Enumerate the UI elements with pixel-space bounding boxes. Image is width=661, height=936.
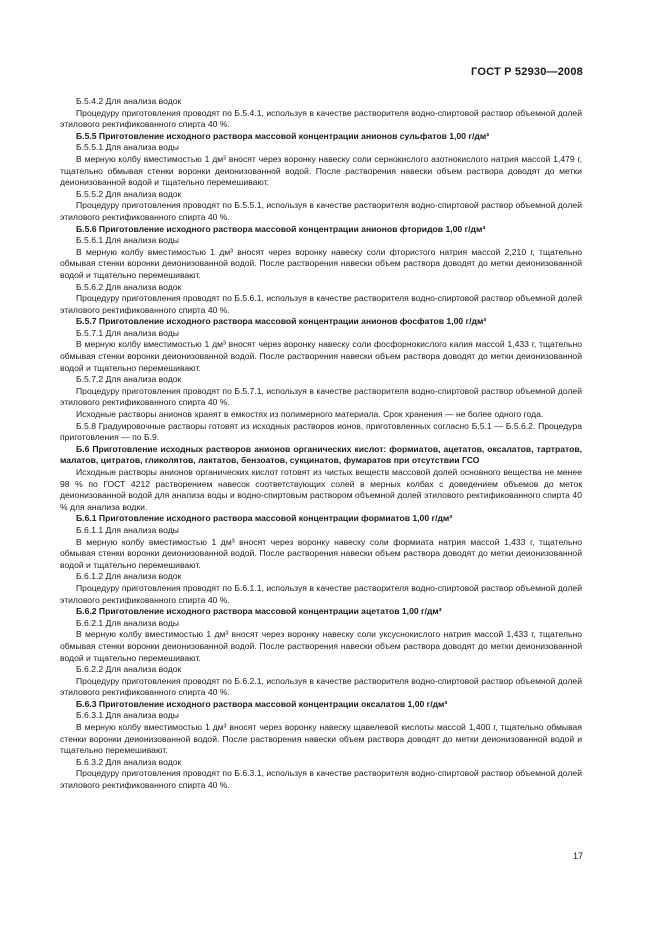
paragraph: Процедуру приготовления проводят по Б.6.1.1, используя в качестве растворителя водно-спиртовой раствор объемной долей этилового ректификованного спирта 40 %. <box>60 582 582 605</box>
paragraph: Б.5.8 Градуировочные растворы готовят из исходных растворов ионов, приготовленных согласно Б.5.1 — Б.5.6.2. Процедура приготовления — по Б.9. <box>60 420 582 443</box>
clause-heading: Б.6.1 Приготовление исходного раствора массовой концентрации формиатов 1,00 г/дм³ <box>76 513 453 524</box>
paragraph: Исходные растворы анионов органических кислот готовят из чистых веществ массовой долей основного вещества не менее 98 % по ГОСТ 4212 растворением навесок соответствующих солей в мерных колбах с доведением объемов до меток деионизованной водой для анализа воды и водно-спиртовым раствором объемной долей этилового ректификованного спирта 40 % для анализа водки. <box>60 467 582 512</box>
paragraph: Процедуру приготовления проводят по Б.5.6.1, используя в качестве растворителя водно-спиртовой раствор объемной долей этилового ректификованного спирта 40 %. <box>60 293 582 315</box>
clause-heading: Б.5.5 Приготовление исходного раствора массовой концентрации анионов сульфатов 1,00 г/дм³ <box>76 130 490 141</box>
paragraph: В мерную колбу вместимостью 1 дм³ вносят через воронку навеску соли сернокислого азотнокислого натрия массой 1,479 г, тщательно обмывая стенки воронки деионизованной водой. После растворения навески объем раствора доводят до метки деионизованной водой и тщательно перемешивают. <box>60 153 582 188</box>
subclause: Б.6.1.1 Для анализа воды <box>76 524 179 535</box>
subclause: Б.5.5.2 Для анализа водок <box>76 188 182 199</box>
paragraph: Исходные растворы анионов хранят в емкостях из полимерного материала. Срок хранения — не более одного года. <box>76 409 544 420</box>
paragraph: Процедуру приготовления проводят по Б.6.3.1, используя в качестве растворителя водно-спиртовой раствор объемной долей этилового ректификованного спирта 40 %. <box>60 768 582 791</box>
subclause: Б.5.6.1 Для анализа воды <box>76 235 179 246</box>
document-code: ГОСТ Р 52930—2008 <box>471 66 583 78</box>
subclause: Б.6.3.1 Для анализа воды <box>76 710 179 721</box>
paragraph: Процедуру приготовления проводят по Б.5.4.1, используя в качестве растворителя водно-спиртовой раствор объемной долей этилового ректификованного спирта 40 %. <box>60 107 582 130</box>
paragraph: Процедуру приготовления проводят по Б.6.2.1, используя в качестве растворителя водно-спиртовой раствор объемной долей этилового ректификованного спирта 40 %. <box>60 675 582 698</box>
paragraph: Процедуру приготовления проводят по Б.5.5.1, используя в качестве растворителя водно-спиртовой раствор объемной долей этилового ректификованного спирта 40 %. <box>60 200 582 222</box>
subclause: Б.6.1.2 Для анализа водок <box>76 571 182 582</box>
page-number: 17 <box>572 851 583 861</box>
subclause: Б.6.2.2 Для анализа водок <box>76 664 182 675</box>
subclause: Б.5.7.2 Для анализа водок <box>76 374 182 385</box>
paragraph: В мерную колбу вместимостью 1 дм³ вносят через воронку навеску соли формиата натрия массой 1,433 г, тщательно обмывая стенки воронки деионизованной водой. После растворения навески объем раствора доводят до метки деионизованной водой и тщательно перемешивают. <box>60 536 582 570</box>
document-body <box>60 96 582 792</box>
subclause: Б.5.5.1 Для анализа воды <box>76 142 179 153</box>
clause-heading: Б.5.6 Приготовление исходного раствора массовой концентрации анионов фторидов 1,00 г/дм³ <box>76 223 486 234</box>
subclause: Б.5.6.2 Для анализа водок <box>76 281 182 292</box>
subclause: Б.5.7.1 Для анализа воды <box>76 327 179 338</box>
clause-heading: Б.6.3 Приготовление исходного раствора массовой концентрации оксалатов 1,00 г/дм³ <box>76 698 448 709</box>
subclause: Б.6.2.1 Для анализа воды <box>76 617 179 628</box>
paragraph: В мерную колбу вместимостью 1 дм³ вносят через воронку навеску соли фтористого натрия массой 2,210 г, тщательно обмывая стенки воронки деионизованной водой. После растворения навески объем раствора доводят до метки деионизованной водой и тщательно перемешивают. <box>60 246 582 280</box>
clause-heading: Б.6 Приготовление исходных растворов анионов органических кислот: формиатов, ацетатов, оксалатов, тартратов, малатов, цитратов, гликолятов, лактатов, бензоатов, сукцинатов, фумаратов при отсутствии ГСО <box>60 443 582 466</box>
clause-heading: Б.6.2 Приготовление исходного раствора массовой концентрации ацетатов 1,00 г/дм³ <box>76 606 442 617</box>
paragraph: Процедуру приготовления проводят по Б.5.7.1, используя в качестве растворителя водно-спиртовой раствор объемной долей этилового ректификованного спирта 40 %. <box>60 385 582 408</box>
subclause: Б.5.4.2 Для анализа водок <box>76 96 182 106</box>
paragraph: В мерную колбу вместимостью 1 дм³ вносят через воронку навеску соли уксуснокислого натрия массой 1,433 г, тщательно обмывая стенки воронки деионизованной водой. После растворения навески объем раствора доводят до метки деионизованной водой и тщательно перемешивают. <box>60 629 582 663</box>
clause-heading: Б.5.7 Приготовление исходного раствора массовой концентрации анионов фосфатов 1,00 г/дм³ <box>76 316 487 327</box>
paragraph: В мерную колбу вместимостью 1 дм³ вносят через воронку навеску соли фосфорнокислого калия массой 1,433 г, тщательно обмывая стенки воронки деионизованной водой. После растворения навески объем раствора доводят до метки деионизованной водой и тщательно перемешивают. <box>60 339 582 373</box>
subclause: Б.6.3.2 Для анализа водок <box>76 756 182 767</box>
paragraph: В мерную колбу вместимостью 1 дм³ вносят через воронку навеску щавелевой кислоты массой 1,400 г, тщательно обмывая стенки воронки деионизованной водой. После растворения навески объем раствора доводят до метки деионизованной водой и тщательно перемешивают. <box>60 722 582 756</box>
